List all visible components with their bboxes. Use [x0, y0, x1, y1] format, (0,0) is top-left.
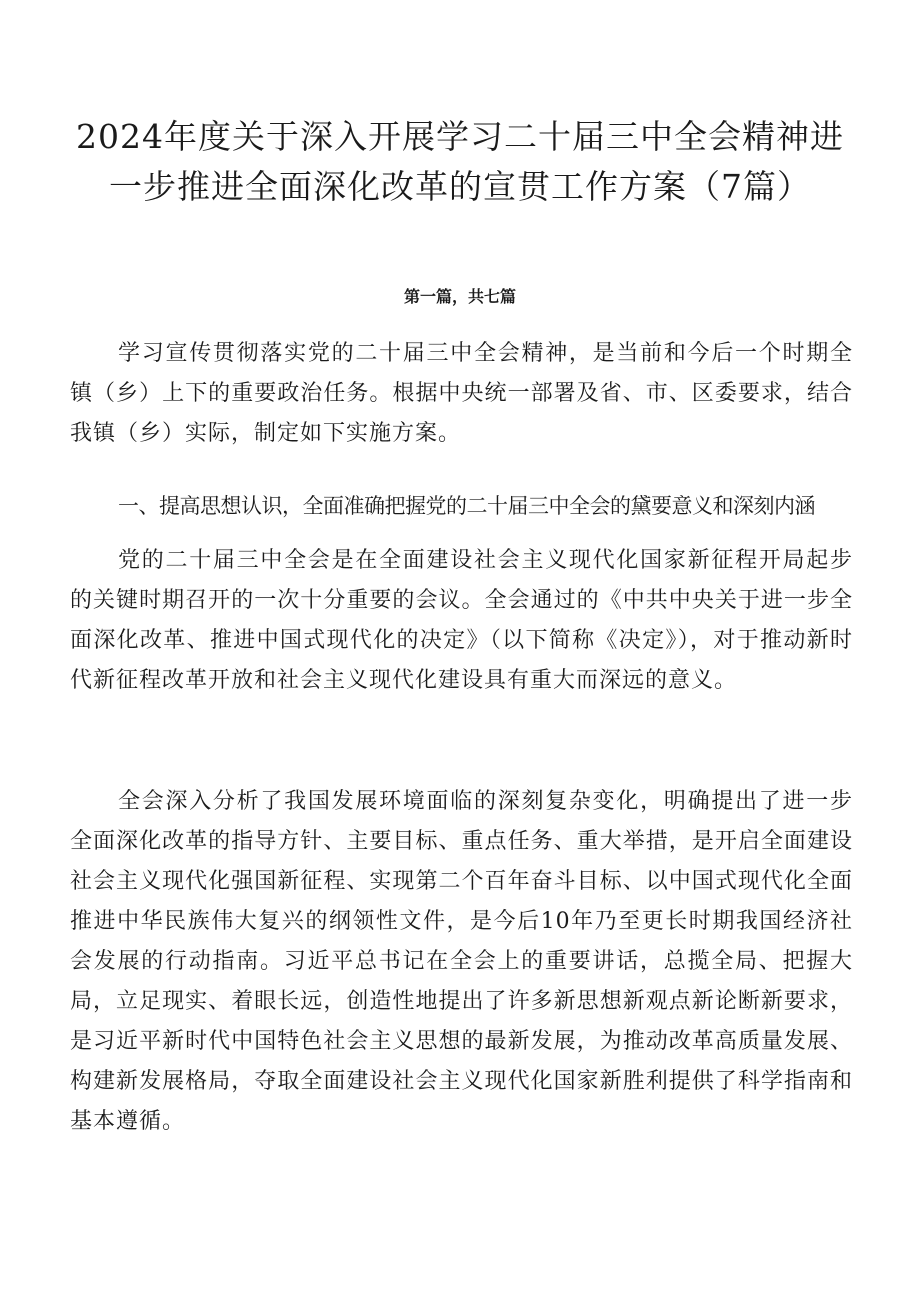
part-label: 第一篇，共七篇: [403, 287, 516, 306]
paragraph-analysis: 全会深入分析了我国发展环境面临的深刻复杂变化，明确提出了进一步全面深化改革的指导方针、主要目标、重点任务、重大举措，是开启全面建设社会主义现代化强国新征程、实现第二个百年奋斗目标、以中国式现代化全面推进中华民族伟大复兴的纲领性文件，是今后10年乃至更长时期我国经济社会发展的行动指南。习近平总书记在全会上的重要讲话，总揽全局、把握大局，立足现实、着眼长远，创造性地提出了许多新思想新观点新论断新要求，是习近平新时代中国特色社会主义思想的最新发展，为推动改革高质量发展、构建新发展格局，夺取全面建设社会主义现代化国家新胜利提供了科学指南和基本遵循。: [70, 789, 853, 1134]
section-heading: 一、提高思想认识，全面准确把握党的二十届三中全会的黛要意义和深刻内涵: [118, 494, 815, 518]
paragraph-significance: 党的二十届三中全会是在全面建设社会主义现代化国家新征程开局起步的关键时期召开的一次十分重要的会议。全会通过的《中共中央关于进一步全面深化改革、推进中国式现代化的决定》（以下简称《决定》），对于推动新时代新征程改革开放和社会主义现代化建设具有重大而深远的意义。: [70, 548, 853, 693]
paragraph-intro: 学习宣传贯彻落实党的二十届三中全会精神，是当前和今后一个时期全镇（乡）上下的重要政治任务。根据中央统一部署及省、市、区委要求，结合我镇（乡）实际，制定如下实施方案。: [70, 341, 853, 446]
document-title: 2024年度关于深入开展学习二十届三中全会精神进一步推进全面深化改革的宣贯工作方案（7篇）: [76, 117, 844, 206]
